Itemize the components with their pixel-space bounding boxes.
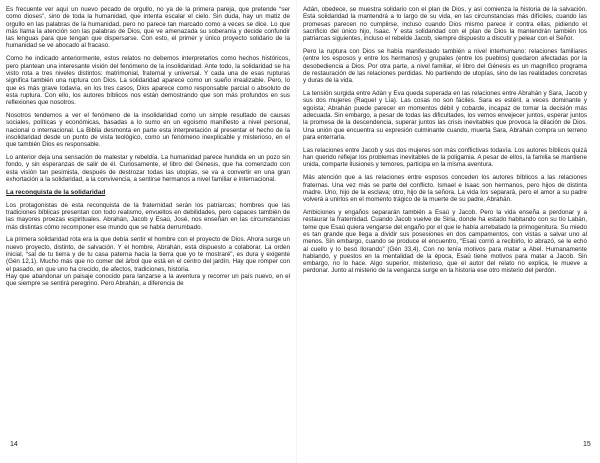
- paragraph: Adán, obedece, se muestra solidario con el plan de Dios, y así comienza la historia de la salvación. Esta solidaridad la mantendrá a lo largo de su vida, en las circunstancias más difíciles, cuando las promesas parecen no cumplirse, incluso cuando Dios mismo parece ir contra ellas, pidiendo el sacrificio del único hijo, Isaac. Y esta solidaridad con el plan de Dios la mantendrán también los patriarcas siguientes, incluso el rebelde Jacob, siempre dispuesto a discutir y pelear con el Señor.: [303, 6, 587, 43]
- paragraph: Los protagonistas de esta reconquista de la fraternidad serán los patriarcas; hombres que las tradiciones bíblicas presentan con todo realismo, envueltos en debilidades, pero capaces también de las mayores proezas espirituales. Abrahán, Jacob y Esaú, José, nos enseñan en las circunstancias más distintas cómo recomponer ese mundo que se había derrumbado.: [6, 201, 290, 231]
- page-number-right: 15: [583, 441, 591, 448]
- paragraph: Es frecuente ver aquí un nuevo pecado de orgullo, no ya de la primera pareja, que pretende “ser como dioses”, sino de toda la humanidad, que intenta escalar el cielo. Sin duda, hay un matiz de orgullo en las palabras de la humanidad, pero no parece tan marcado como a veces se dice. Lo que más llama la atención son las palabras de Dios, que ve amenazada su soberanía y decide confundir las lenguas para que tengan que dispersarse. Con esto, el primer y único proyecto solidario de la humanidad se ve abocado al fracaso.: [6, 6, 290, 50]
- left-page-text: [6, 6, 290, 293]
- right-page-text: [303, 6, 587, 280]
- paragraph: Lo anterior deja una sensación de malestar y rebeldía. La humanidad parece hundida en un pozo sin fondo, y sin esperanzas de salir de él. Curiosamente, el libro del Génesis, que ha comenzado con esta visión tan pesimista, después de destrozar todas las utopías, se va a convertir en una gran exhortación a la solidaridad, a la convivencia, a sentirse hermanos a nivel familiar e internacional.: [6, 154, 290, 184]
- paragraph: Nosotros tendemos a ver el fenómeno de la insolidaridad como un simple resultado de causas sociales, políticas y económicas, basadas a lo sumo en un egoísmo manifiesto a nivel personal, nacional o internacional. La Biblia desmonta en parte esta interpretación al presentar el hecho de la insolidaridad desde un punto de vista teológico, como un fenómeno inexplicable y misterioso, en el que también Dios es responsable.: [6, 112, 290, 149]
- paragraph: La tensión surgida entre Adán y Eva queda superada en las relaciones entre Abrahán y Sara, Jacob y sus dos mujeres (Raquel y Lía). Las cosas no son fáciles. Sara es estéril, a veces dominante y egoísta; Abrahán puede parecer en momentos débil y cobarde, incapaz de tomar la decisión más adecuada. Sin embargo, a pesar de todas las dificultades, los vemos envejecer juntos, esperar juntos la promesa de la descendencia, superar juntos las crisis inevitables que provoca la dilación de Dios. Una unión que encuentra su expresión culminante cuando, muerta Sara, Abrahán compra un terreno para enterrarla.: [303, 90, 587, 141]
- paragraph: Hay que abandonar un paisaje conocido para lanzarse a la aventura y recorrer un país nuevo, en el que siempre se sentirá peregrino. Pero Abrahán, a diferencia de: [6, 272, 290, 288]
- paragraph: Como he indicado anteriormente, estos relatos no debemos interpretarlos como hechos históricos, pero plantean una interesante visión del fenómeno de la insolidaridad. Ante todo, la solidaridad se ha visto rota a tres niveles distintos: matrimonial, fraternal y universal. Y cada una de esas rupturas significa también una ruptura con Dios. La solidaridad aparece como un sueño irrealizable. Pero, lo que es más grave todavía, en los tres casos, Dios aparece como responsable parcial o absoluto de esta ruptura. Con ello, los autores bíblicos nos están demostrando que son más profundos en sus reflexiones que nosotros.: [6, 55, 290, 107]
- paragraph: Pero la ruptura con Dios se había manifestado también a nivel interhumano: relaciones familiares (entre los esposos y entre los hermanos) y grupales (entre los pueblos) quedaron afectadas por la desobediencia a Dios. Por otra parte, a nivel familiar, el libro del Génesis es un magnífico programa de restauración de las relaciones perdidas. No partiendo de utopías, sino de las realidades concretas y duras de la vida.: [303, 48, 587, 85]
- page-gutter: [296, 0, 297, 463]
- paragraph: Más atención que a las relaciones entre esposos conceden los autores bíblicos a las relaciones fraternas. Una vez más se parte del conflicto. Ismael e Isaac son hermanos, pero hijos de distinta madre. Uno, hijo de la esclava; otro, hijo de la señora. La vida los separará, pero el amor a su padre volverá a unirlos en el momento trágico de la muerte de su padre, Abrahán.: [303, 174, 587, 204]
- paragraph: La primera solidaridad rota era la que debía sentir el hombre con el proyecto de Dios. Ahora surge un nuevo proyecto, distinto, de salvación. Y el hombre, Abrahán, está dispuesto a colaborar. La orden inicial, “sal de tu tierra y de tu casa paterna hacia la tierra que yo te mostraré”, es dura y exigente (Gén 12,1). Mucho más que no comer del árbol que está en el centro del jardín. Hay que romper con el pasado, en que uno ha crecido, de afectos, tradiciones, historia.: [6, 236, 290, 273]
- paragraph: Las relaciones entre Jacob y sus dos mujeres son más conflictivas todavía. Los autores bíblicos quizá han querido reflejar los problemas inevitables de la poligamia. A pesar de ellos, la familia se mantiene unida, comparte ilusiones y temores, participa en la misma aventura.: [303, 146, 587, 169]
- section-heading: La reconquista de la solidaridad: [6, 189, 106, 197]
- paragraph: Ambiciones y engaños separarán también a Esaú y Jacob. Pero la vida enseña a perdonar y a restaurar la fraternidad. Cuando Jacob vuelve de Siria, donde ha estado habitando con su tío Labán, teme que Esaú quiera vengarse del engaño por el que le había arrebatado la primogenitura. Su miedo es tan grande que llega a dividir sus posesiones en dos campamentos, con vistas a salvar uno al menos. Sin embargo, cuando se produce el encuentro, “Esaú corrió a recibirlo, lo abrazó, se le echó al cuello y lo besó llorando” (Gén 33,4). Con no tenía motivos para matar a Abel. Humanamente hablando, y puestos en la mentalidad de la época, Esaú tiene motivos para matar a Jacob. Sin embargo, no lo hace. Algo superior, misterioso, que el autor del relato no explica, le mueve a perdonar. Junto al misterio de la venganza surge en la historia ese otro misterio del perdón.: [303, 209, 587, 275]
- page-number-left: 14: [10, 441, 18, 448]
